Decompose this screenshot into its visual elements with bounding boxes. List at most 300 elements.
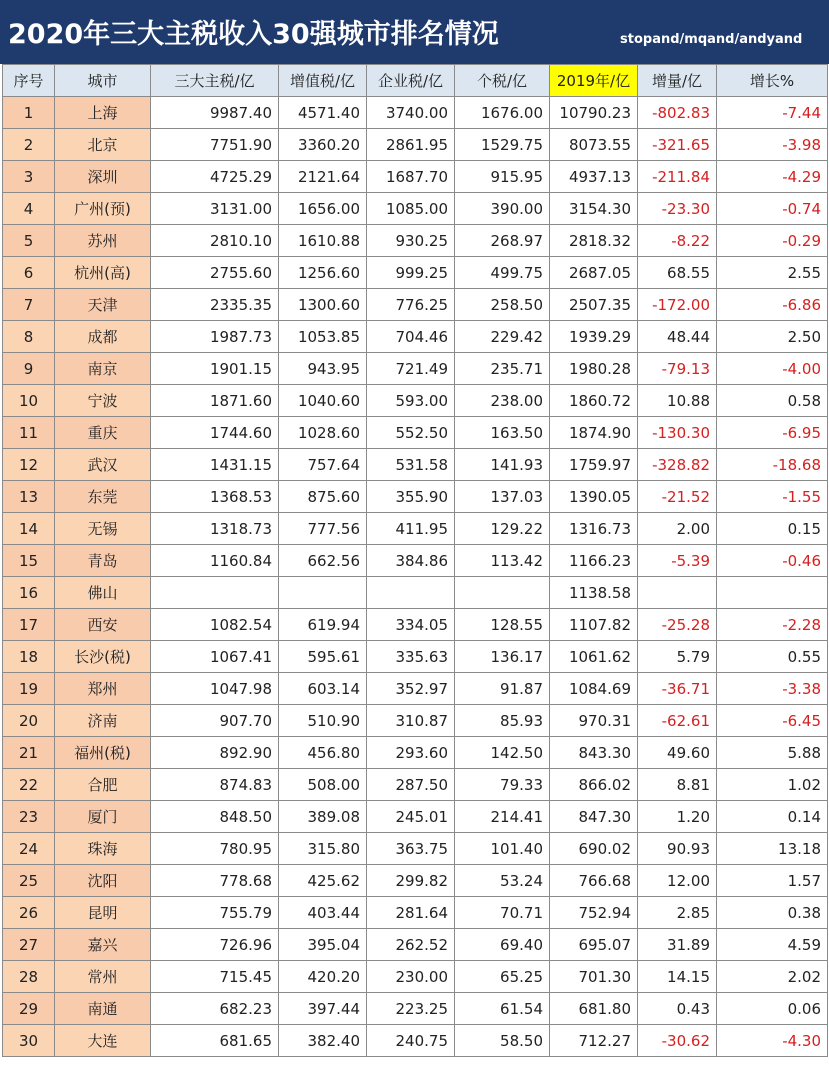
table-row bbox=[3, 289, 828, 321]
value-cell bbox=[717, 577, 828, 609]
city-cell: 佛山 bbox=[55, 577, 151, 609]
value-cell: 258.50 bbox=[455, 289, 550, 321]
value-cell: 1860.72 bbox=[550, 385, 638, 417]
value-cell: 113.42 bbox=[455, 545, 550, 577]
value-cell: -2.28 bbox=[717, 609, 828, 641]
rank-cell: 2 bbox=[3, 129, 55, 161]
value-cell: 315.80 bbox=[279, 833, 367, 865]
column-header: 城市 bbox=[55, 65, 151, 97]
value-cell: 137.03 bbox=[455, 481, 550, 513]
value-cell: 3131.00 bbox=[151, 193, 279, 225]
value-cell: 875.60 bbox=[279, 481, 367, 513]
value-cell: 91.87 bbox=[455, 673, 550, 705]
value-cell: -3.98 bbox=[717, 129, 828, 161]
value-cell: 776.25 bbox=[367, 289, 455, 321]
value-cell: 0.38 bbox=[717, 897, 828, 929]
value-cell: 31.89 bbox=[638, 929, 717, 961]
value-cell: -0.46 bbox=[717, 545, 828, 577]
value-cell: 1.20 bbox=[638, 801, 717, 833]
city-cell: 济南 bbox=[55, 705, 151, 737]
value-cell: 1939.29 bbox=[550, 321, 638, 353]
rank-cell: 15 bbox=[3, 545, 55, 577]
value-cell: 1138.58 bbox=[550, 577, 638, 609]
table-row bbox=[3, 225, 828, 257]
table-row bbox=[3, 513, 828, 545]
value-cell: 389.08 bbox=[279, 801, 367, 833]
value-cell: 163.50 bbox=[455, 417, 550, 449]
value-cell: 90.93 bbox=[638, 833, 717, 865]
value-cell: 3360.20 bbox=[279, 129, 367, 161]
value-cell: 0.15 bbox=[717, 513, 828, 545]
value-cell: 0.55 bbox=[717, 641, 828, 673]
value-cell: -6.45 bbox=[717, 705, 828, 737]
value-cell: 1610.88 bbox=[279, 225, 367, 257]
city-cell: 常州 bbox=[55, 961, 151, 993]
value-cell: 129.22 bbox=[455, 513, 550, 545]
value-cell: 69.40 bbox=[455, 929, 550, 961]
value-cell: 1368.53 bbox=[151, 481, 279, 513]
value-cell: 1300.60 bbox=[279, 289, 367, 321]
value-cell: 1082.54 bbox=[151, 609, 279, 641]
value-cell: -1.55 bbox=[717, 481, 828, 513]
rank-cell: 26 bbox=[3, 897, 55, 929]
table-row bbox=[3, 161, 828, 193]
value-cell: 1067.41 bbox=[151, 641, 279, 673]
value-cell: 8073.55 bbox=[550, 129, 638, 161]
value-cell: 68.55 bbox=[638, 257, 717, 289]
table-row bbox=[3, 769, 828, 801]
value-cell: 235.71 bbox=[455, 353, 550, 385]
value-cell: 355.90 bbox=[367, 481, 455, 513]
value-cell: -5.39 bbox=[638, 545, 717, 577]
city-cell: 福州(税) bbox=[55, 737, 151, 769]
value-cell: 704.46 bbox=[367, 321, 455, 353]
value-cell: 1676.00 bbox=[455, 97, 550, 129]
city-cell: 合肥 bbox=[55, 769, 151, 801]
rank-cell: 25 bbox=[3, 865, 55, 897]
column-header: 三大主税/亿 bbox=[151, 65, 279, 97]
column-header: 增长% bbox=[717, 65, 828, 97]
value-cell: 142.50 bbox=[455, 737, 550, 769]
rank-cell: 19 bbox=[3, 673, 55, 705]
value-cell: 593.00 bbox=[367, 385, 455, 417]
value-cell: 58.50 bbox=[455, 1025, 550, 1057]
value-cell: 715.45 bbox=[151, 961, 279, 993]
value-cell: 766.68 bbox=[550, 865, 638, 897]
value-cell: 310.87 bbox=[367, 705, 455, 737]
value-cell: 712.27 bbox=[550, 1025, 638, 1057]
value-cell: 531.58 bbox=[367, 449, 455, 481]
value-cell: 681.80 bbox=[550, 993, 638, 1025]
value-cell: 61.54 bbox=[455, 993, 550, 1025]
value-cell: 1053.85 bbox=[279, 321, 367, 353]
value-cell: 1040.60 bbox=[279, 385, 367, 417]
rank-cell: 6 bbox=[3, 257, 55, 289]
value-cell: 1.02 bbox=[717, 769, 828, 801]
value-cell: 411.95 bbox=[367, 513, 455, 545]
table-body bbox=[3, 97, 828, 1057]
value-cell: -4.29 bbox=[717, 161, 828, 193]
value-cell: 2507.35 bbox=[550, 289, 638, 321]
value-cell: -8.22 bbox=[638, 225, 717, 257]
value-cell: -79.13 bbox=[638, 353, 717, 385]
value-cell: -7.44 bbox=[717, 97, 828, 129]
table-row bbox=[3, 801, 828, 833]
value-cell: 4.59 bbox=[717, 929, 828, 961]
value-cell: 1318.73 bbox=[151, 513, 279, 545]
value-cell: 53.24 bbox=[455, 865, 550, 897]
value-cell: 848.50 bbox=[151, 801, 279, 833]
value-cell: -328.82 bbox=[638, 449, 717, 481]
value-cell: 1759.97 bbox=[550, 449, 638, 481]
value-cell: 843.30 bbox=[550, 737, 638, 769]
value-cell: 5.79 bbox=[638, 641, 717, 673]
value-cell: 930.25 bbox=[367, 225, 455, 257]
value-cell: 1107.82 bbox=[550, 609, 638, 641]
table-row bbox=[3, 673, 828, 705]
value-cell: 999.25 bbox=[367, 257, 455, 289]
value-cell: 892.90 bbox=[151, 737, 279, 769]
value-cell: -130.30 bbox=[638, 417, 717, 449]
rank-cell: 9 bbox=[3, 353, 55, 385]
city-cell: 沈阳 bbox=[55, 865, 151, 897]
value-cell: 1980.28 bbox=[550, 353, 638, 385]
value-cell: 238.00 bbox=[455, 385, 550, 417]
value-cell: -21.52 bbox=[638, 481, 717, 513]
value-cell: 136.17 bbox=[455, 641, 550, 673]
table-row bbox=[3, 737, 828, 769]
city-cell: 青岛 bbox=[55, 545, 151, 577]
rank-cell: 13 bbox=[3, 481, 55, 513]
value-cell: -25.28 bbox=[638, 609, 717, 641]
value-cell: 1160.84 bbox=[151, 545, 279, 577]
rank-cell: 30 bbox=[3, 1025, 55, 1057]
value-cell: 65.25 bbox=[455, 961, 550, 993]
rank-cell: 16 bbox=[3, 577, 55, 609]
value-cell: 1256.60 bbox=[279, 257, 367, 289]
value-cell: 334.05 bbox=[367, 609, 455, 641]
value-cell: -4.00 bbox=[717, 353, 828, 385]
value-cell: 49.60 bbox=[638, 737, 717, 769]
value-cell: 456.80 bbox=[279, 737, 367, 769]
table-row bbox=[3, 321, 828, 353]
table-row bbox=[3, 545, 828, 577]
value-cell: 397.44 bbox=[279, 993, 367, 1025]
value-cell: 874.83 bbox=[151, 769, 279, 801]
city-cell: 杭州(高) bbox=[55, 257, 151, 289]
rank-cell: 17 bbox=[3, 609, 55, 641]
table-row bbox=[3, 993, 828, 1025]
value-cell: -18.68 bbox=[717, 449, 828, 481]
value-cell: 1390.05 bbox=[550, 481, 638, 513]
rank-cell: 5 bbox=[3, 225, 55, 257]
value-cell: 5.88 bbox=[717, 737, 828, 769]
value-cell: 12.00 bbox=[638, 865, 717, 897]
rank-cell: 29 bbox=[3, 993, 55, 1025]
value-cell: -6.95 bbox=[717, 417, 828, 449]
city-cell: 昆明 bbox=[55, 897, 151, 929]
city-cell: 大连 bbox=[55, 1025, 151, 1057]
value-cell: -321.65 bbox=[638, 129, 717, 161]
value-cell: 2.85 bbox=[638, 897, 717, 929]
value-cell: 701.30 bbox=[550, 961, 638, 993]
city-cell: 重庆 bbox=[55, 417, 151, 449]
table-row bbox=[3, 417, 828, 449]
table-row bbox=[3, 833, 828, 865]
value-cell: 778.68 bbox=[151, 865, 279, 897]
city-cell: 南京 bbox=[55, 353, 151, 385]
rank-cell: 7 bbox=[3, 289, 55, 321]
value-cell: 1874.90 bbox=[550, 417, 638, 449]
value-cell: 9987.40 bbox=[151, 97, 279, 129]
table-row bbox=[3, 449, 828, 481]
table-row bbox=[3, 97, 828, 129]
column-header: 序号 bbox=[3, 65, 55, 97]
value-cell: 4937.13 bbox=[550, 161, 638, 193]
value-cell: 4571.40 bbox=[279, 97, 367, 129]
value-cell: 1084.69 bbox=[550, 673, 638, 705]
value-cell: 0.58 bbox=[717, 385, 828, 417]
value-cell: 230.00 bbox=[367, 961, 455, 993]
column-header-row bbox=[3, 65, 828, 97]
value-cell: 14.15 bbox=[638, 961, 717, 993]
value-cell: 915.95 bbox=[455, 161, 550, 193]
table-row bbox=[3, 129, 828, 161]
rank-cell: 12 bbox=[3, 449, 55, 481]
value-cell: -172.00 bbox=[638, 289, 717, 321]
value-cell bbox=[151, 577, 279, 609]
city-cell: 郑州 bbox=[55, 673, 151, 705]
table-row bbox=[3, 193, 828, 225]
value-cell: 681.65 bbox=[151, 1025, 279, 1057]
value-cell: 4725.29 bbox=[151, 161, 279, 193]
value-cell: 245.01 bbox=[367, 801, 455, 833]
value-cell: 595.61 bbox=[279, 641, 367, 673]
value-cell: 141.93 bbox=[455, 449, 550, 481]
table-row bbox=[3, 481, 828, 513]
value-cell: 3740.00 bbox=[367, 97, 455, 129]
rank-cell: 18 bbox=[3, 641, 55, 673]
value-cell: 0.14 bbox=[717, 801, 828, 833]
value-cell: -211.84 bbox=[638, 161, 717, 193]
value-cell: 0.06 bbox=[717, 993, 828, 1025]
value-cell bbox=[638, 577, 717, 609]
value-cell: -802.83 bbox=[638, 97, 717, 129]
value-cell: 1431.15 bbox=[151, 449, 279, 481]
city-cell: 珠海 bbox=[55, 833, 151, 865]
value-cell: -36.71 bbox=[638, 673, 717, 705]
table-row bbox=[3, 641, 828, 673]
value-cell: 3154.30 bbox=[550, 193, 638, 225]
value-cell: 1987.73 bbox=[151, 321, 279, 353]
value-cell: 726.96 bbox=[151, 929, 279, 961]
value-cell: 907.70 bbox=[151, 705, 279, 737]
value-cell: 214.41 bbox=[455, 801, 550, 833]
city-cell: 广州(预) bbox=[55, 193, 151, 225]
city-cell: 厦门 bbox=[55, 801, 151, 833]
value-cell: 403.44 bbox=[279, 897, 367, 929]
value-cell: 721.49 bbox=[367, 353, 455, 385]
value-cell bbox=[279, 577, 367, 609]
value-cell: 79.33 bbox=[455, 769, 550, 801]
value-cell: 1871.60 bbox=[151, 385, 279, 417]
value-cell: 2.55 bbox=[717, 257, 828, 289]
value-cell: 240.75 bbox=[367, 1025, 455, 1057]
value-cell: 382.40 bbox=[279, 1025, 367, 1057]
value-cell: 866.02 bbox=[550, 769, 638, 801]
value-cell bbox=[455, 577, 550, 609]
city-cell: 长沙(税) bbox=[55, 641, 151, 673]
value-cell: 777.56 bbox=[279, 513, 367, 545]
value-cell: -4.30 bbox=[717, 1025, 828, 1057]
value-cell: 943.95 bbox=[279, 353, 367, 385]
value-cell: 510.90 bbox=[279, 705, 367, 737]
value-cell: 128.55 bbox=[455, 609, 550, 641]
value-cell: 293.60 bbox=[367, 737, 455, 769]
table-row bbox=[3, 1025, 828, 1057]
value-cell: 757.64 bbox=[279, 449, 367, 481]
city-cell: 西安 bbox=[55, 609, 151, 641]
value-cell: 2755.60 bbox=[151, 257, 279, 289]
value-cell: 2810.10 bbox=[151, 225, 279, 257]
value-cell: -6.86 bbox=[717, 289, 828, 321]
value-cell: 1085.00 bbox=[367, 193, 455, 225]
city-cell: 宁波 bbox=[55, 385, 151, 417]
value-cell: 10.88 bbox=[638, 385, 717, 417]
value-cell: 1744.60 bbox=[151, 417, 279, 449]
value-cell: 1529.75 bbox=[455, 129, 550, 161]
value-cell: 70.71 bbox=[455, 897, 550, 929]
table-row bbox=[3, 577, 828, 609]
rank-cell: 1 bbox=[3, 97, 55, 129]
value-cell: -0.29 bbox=[717, 225, 828, 257]
value-cell: -0.74 bbox=[717, 193, 828, 225]
column-header: 增量/亿 bbox=[638, 65, 717, 97]
value-cell: 395.04 bbox=[279, 929, 367, 961]
value-cell: 352.97 bbox=[367, 673, 455, 705]
value-cell: -23.30 bbox=[638, 193, 717, 225]
value-cell: 1028.60 bbox=[279, 417, 367, 449]
table-row bbox=[3, 897, 828, 929]
table-row bbox=[3, 705, 828, 737]
city-cell: 成都 bbox=[55, 321, 151, 353]
rank-cell: 28 bbox=[3, 961, 55, 993]
value-cell: 2335.35 bbox=[151, 289, 279, 321]
value-cell: 390.00 bbox=[455, 193, 550, 225]
rank-cell: 11 bbox=[3, 417, 55, 449]
city-cell: 北京 bbox=[55, 129, 151, 161]
value-cell: 508.00 bbox=[279, 769, 367, 801]
value-cell: 2.02 bbox=[717, 961, 828, 993]
value-cell: 335.63 bbox=[367, 641, 455, 673]
value-cell: 2.50 bbox=[717, 321, 828, 353]
value-cell: 13.18 bbox=[717, 833, 828, 865]
table-row bbox=[3, 609, 828, 641]
table-row bbox=[3, 865, 828, 897]
value-cell: 2687.05 bbox=[550, 257, 638, 289]
city-cell: 嘉兴 bbox=[55, 929, 151, 961]
value-cell bbox=[367, 577, 455, 609]
value-cell: 420.20 bbox=[279, 961, 367, 993]
value-cell: 552.50 bbox=[367, 417, 455, 449]
city-cell: 苏州 bbox=[55, 225, 151, 257]
column-header: 增值税/亿 bbox=[279, 65, 367, 97]
city-cell: 深圳 bbox=[55, 161, 151, 193]
value-cell: -3.38 bbox=[717, 673, 828, 705]
value-cell: -30.62 bbox=[638, 1025, 717, 1057]
rank-cell: 22 bbox=[3, 769, 55, 801]
credit-text: stopand/mqand/andyand bbox=[620, 32, 803, 47]
value-cell: 2818.32 bbox=[550, 225, 638, 257]
city-cell: 南通 bbox=[55, 993, 151, 1025]
value-cell: 299.82 bbox=[367, 865, 455, 897]
rank-cell: 8 bbox=[3, 321, 55, 353]
value-cell: 970.31 bbox=[550, 705, 638, 737]
city-cell: 上海 bbox=[55, 97, 151, 129]
city-cell: 武汉 bbox=[55, 449, 151, 481]
value-cell: 619.94 bbox=[279, 609, 367, 641]
value-cell: 2.00 bbox=[638, 513, 717, 545]
table-row bbox=[3, 353, 828, 385]
value-cell: 262.52 bbox=[367, 929, 455, 961]
page-title: 2020年三大主税收入30强城市排名情况 bbox=[8, 19, 499, 50]
value-cell: 287.50 bbox=[367, 769, 455, 801]
value-cell: 1656.00 bbox=[279, 193, 367, 225]
value-cell: 1.57 bbox=[717, 865, 828, 897]
value-cell: 499.75 bbox=[455, 257, 550, 289]
value-cell: 1901.15 bbox=[151, 353, 279, 385]
value-cell: 752.94 bbox=[550, 897, 638, 929]
table-row bbox=[3, 385, 828, 417]
value-cell: 48.44 bbox=[638, 321, 717, 353]
value-cell: 281.64 bbox=[367, 897, 455, 929]
value-cell: 425.62 bbox=[279, 865, 367, 897]
value-cell: 268.97 bbox=[455, 225, 550, 257]
value-cell: 682.23 bbox=[151, 993, 279, 1025]
value-cell: 1061.62 bbox=[550, 641, 638, 673]
table-row bbox=[3, 929, 828, 961]
value-cell: 695.07 bbox=[550, 929, 638, 961]
value-cell: 384.86 bbox=[367, 545, 455, 577]
rank-cell: 4 bbox=[3, 193, 55, 225]
value-cell: 2861.95 bbox=[367, 129, 455, 161]
value-cell: 1316.73 bbox=[550, 513, 638, 545]
value-cell: 1687.70 bbox=[367, 161, 455, 193]
rank-cell: 20 bbox=[3, 705, 55, 737]
rank-cell: 24 bbox=[3, 833, 55, 865]
rank-cell: 27 bbox=[3, 929, 55, 961]
value-cell: 101.40 bbox=[455, 833, 550, 865]
table-row bbox=[3, 257, 828, 289]
value-cell: 10790.23 bbox=[550, 97, 638, 129]
value-cell: 690.02 bbox=[550, 833, 638, 865]
rank-cell: 23 bbox=[3, 801, 55, 833]
value-cell: 1047.98 bbox=[151, 673, 279, 705]
column-header: 企业税/亿 bbox=[367, 65, 455, 97]
city-cell: 无锡 bbox=[55, 513, 151, 545]
rank-cell: 21 bbox=[3, 737, 55, 769]
value-cell: 85.93 bbox=[455, 705, 550, 737]
value-cell: 2121.64 bbox=[279, 161, 367, 193]
rank-cell: 14 bbox=[3, 513, 55, 545]
table-row bbox=[3, 961, 828, 993]
tax-ranking-table bbox=[2, 64, 828, 1057]
column-header: 个税/亿 bbox=[455, 65, 550, 97]
city-cell: 天津 bbox=[55, 289, 151, 321]
value-cell: 0.43 bbox=[638, 993, 717, 1025]
value-cell: 662.56 bbox=[279, 545, 367, 577]
city-cell: 东莞 bbox=[55, 481, 151, 513]
